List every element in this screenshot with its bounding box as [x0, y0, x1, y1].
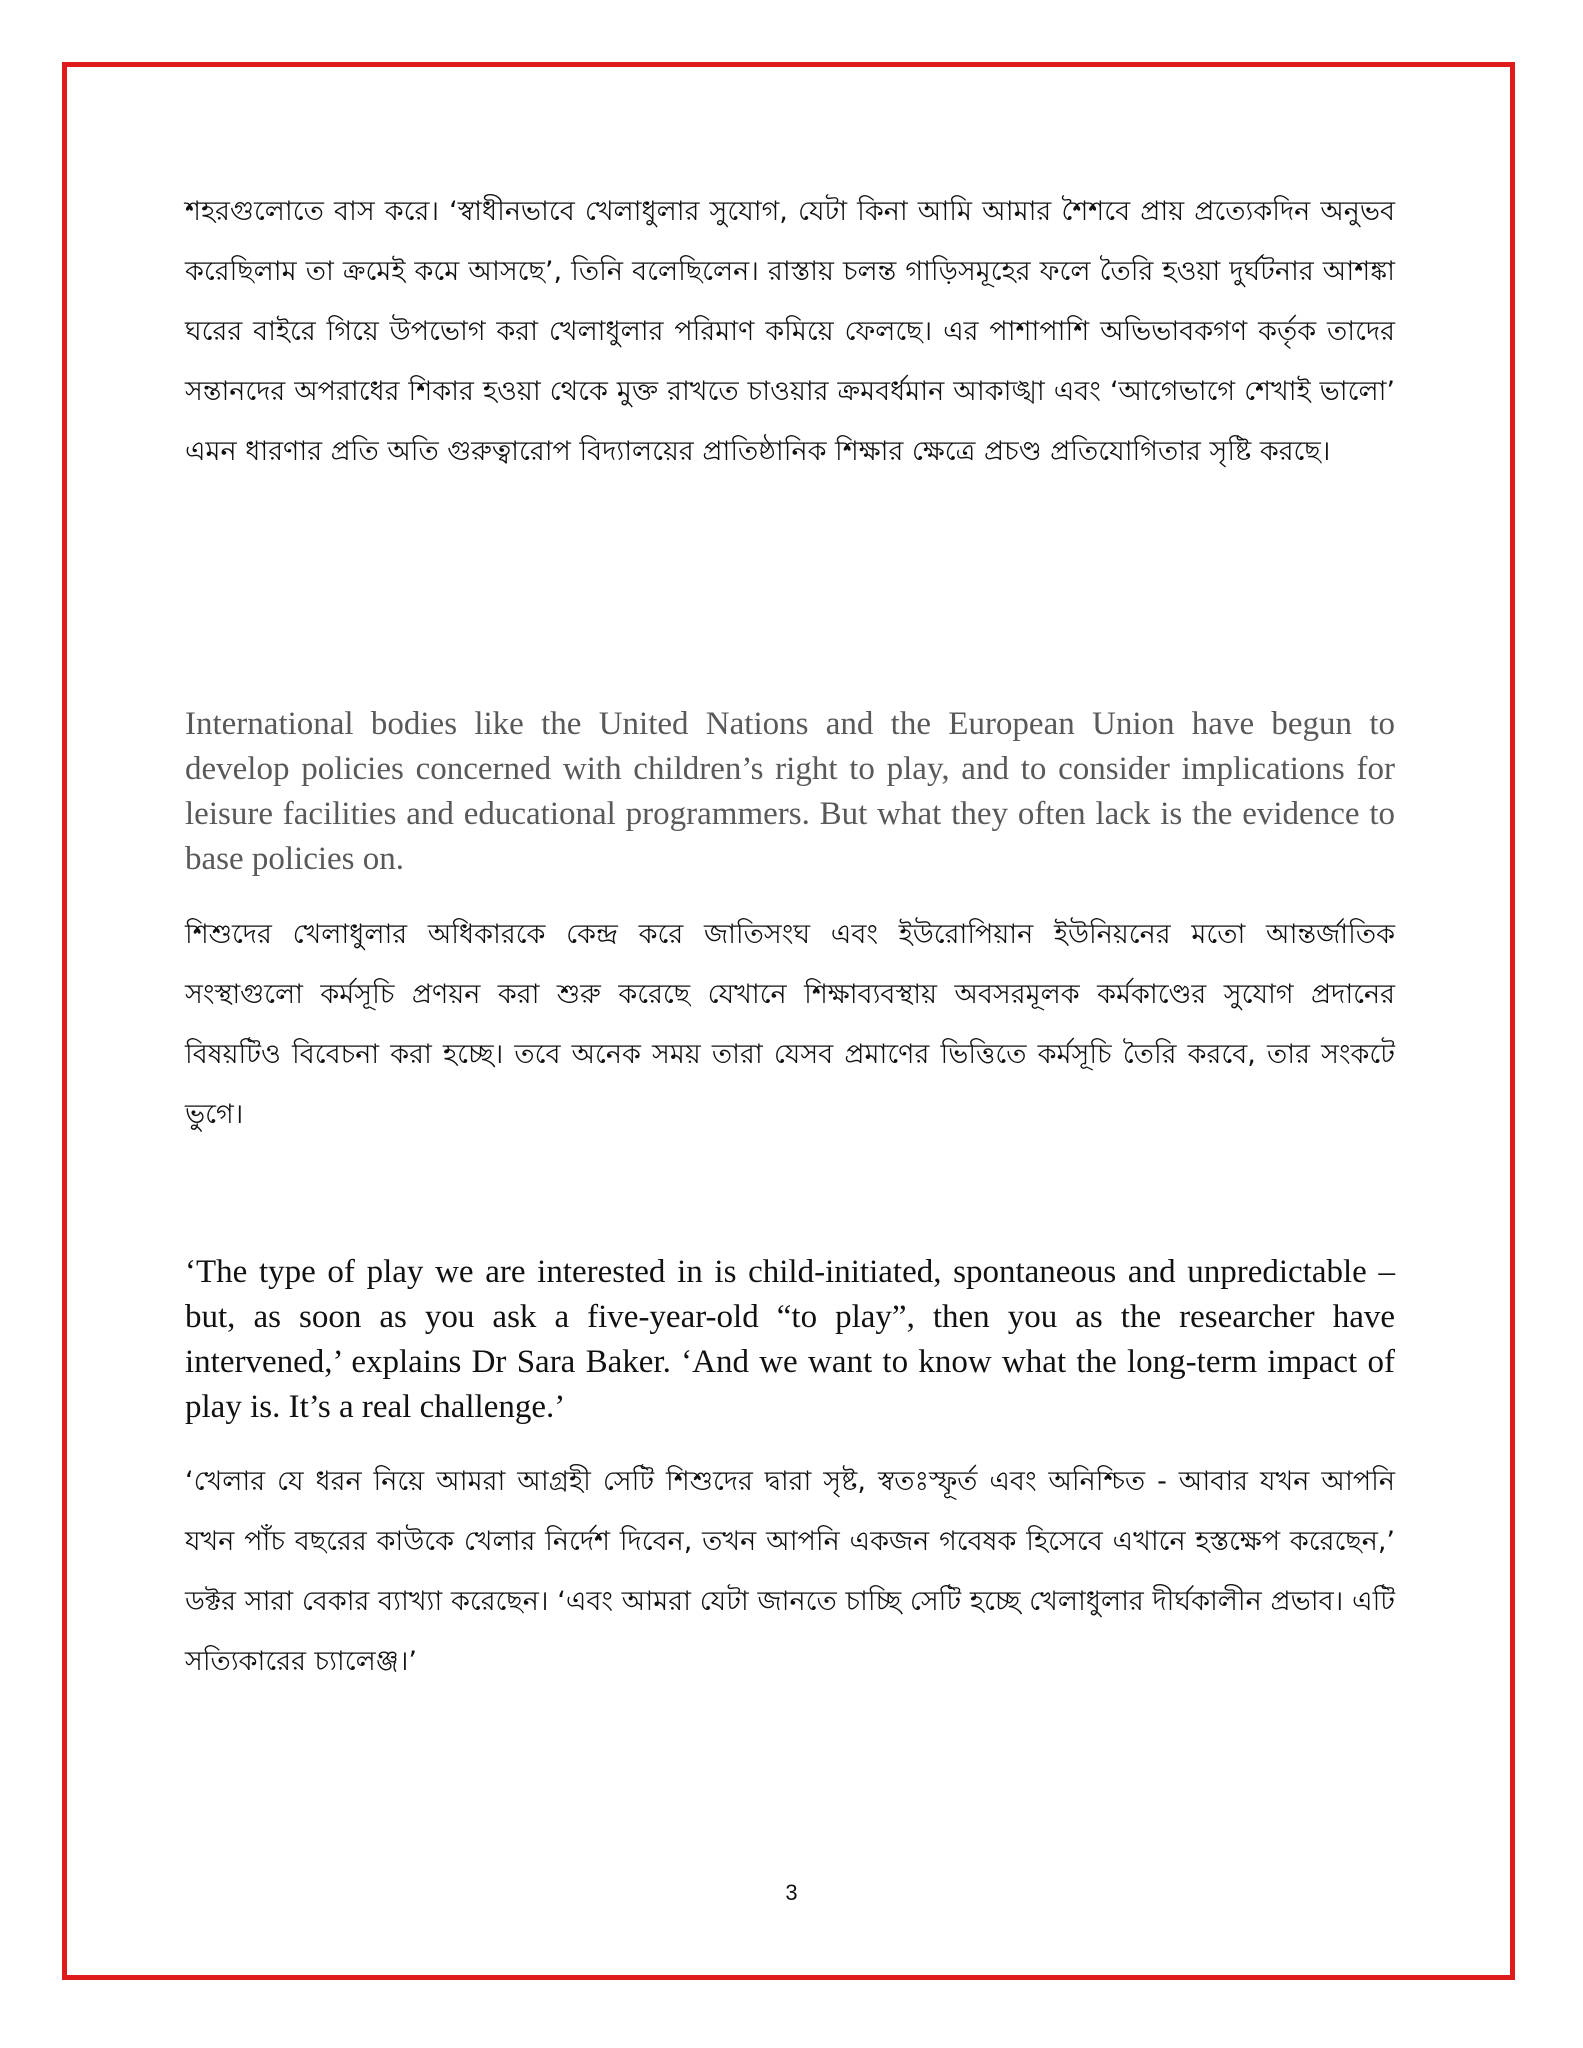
english-paragraph-1: International bodies like the United Nations and the European Union have begun to develop policies concerned with children’s right to play, and to consider implications for leisure facilities and educational programmers. But what they often lack is the evidence to base policies on. — [185, 706, 1395, 877]
english-paragraph-2: ‘The type of play we are interested in is child-initiated, spontaneous and unpredictable – but, as soon as you ask a five-year-old “to play”, then you as the researcher have intervened,’ explains Dr Sara Baker. ‘And we want to know what the long-term impact of play is. It’s a real challenge.’ — [185, 1254, 1395, 1425]
bengali-paragraph-3: ‘খেলার যে ধরন নিয়ে আমরা আগ্রহী সেটি শিশুদের দ্বারা সৃষ্ট, স্বতঃস্ফূর্ত এবং অনিশ্চিত - আবার যখন আপনি যখন পাঁচ বছরের কাউকে খেলার নির্দেশ দিবেন, তখন আপনি একজন গবেষক হিসেবে এখানে হস্তক্ষেপ করেছেন,’ ডক্টর সারা বেকার ব্যাখ্যা করেছেন। ‘এবং আমরা যেটা জানতে চাচ্ছি সেটি হচ্ছে খেলাধুলার দীর্ঘকালীন প্রভাব। এটি সত্যিকারের চ্যালেঞ্জ।’ — [185, 1466, 1395, 1677]
bengali-paragraph-1: শহরগুলোতে বাস করে। ‘স্বাধীনভাবে খেলাধুলার সুযোগ, যেটা কিনা আমি আমার শৈশবে প্রায় প্রত্যেকদিন অনুভব করেছিলাম তা ক্রমেই কমে আসছে’, তিনি বলেছিলেন। রাস্তায় চলন্ত গাড়িসমূহের ফলে তৈরি হওয়া দুর্ঘটনার আশঙ্কা ঘরের বাইরে গিয়ে উপভোগ করা খেলাধুলার পরিমাণ কমিয়ে ফেলছে। এর পাশাপাশি অভিভাবকগণ কর্তৃক তাদের সন্তানদের অপরাধের শিকার হওয়া থেকে মুক্ত রাখতে চাওয়ার ক্রমবর্ধমান আকাঙ্খা এবং ‘আগেভাগে শেখাই ভালো’ এমন ধারণার প্রতি অতি গুরুত্বারোপ বিদ্যালয়ের প্রাতিষ্ঠানিক শিক্ষার ক্ষেত্রে প্রচণ্ড প্রতিযোগিতার সৃষ্টি করছে। — [185, 196, 1395, 467]
bengali-paragraph-2: শিশুদের খেলাধুলার অধিকারকে কেন্দ্র করে জাতিসংঘ এবং ইউরোপিয়ান ইউনিয়নের মতো আন্তর্জাতিক সংস্থাগুলো কর্মসূচি প্রণয়ন করা শুরু করেছে যেখানে শিক্ষাব্যবস্থায় অবসরমূলক কর্মকাণ্ডের সুযোগ প্রদানের বিষয়টিও বিবেচনা করা হচ্ছে। তবে অনেক সময় তারা যেসব প্রমাণের ভিত্তিতে কর্মসূচি তৈরি করবে, তার সংকটে ভুগে। — [185, 919, 1395, 1130]
page-number: 3 — [785, 1880, 798, 1905]
